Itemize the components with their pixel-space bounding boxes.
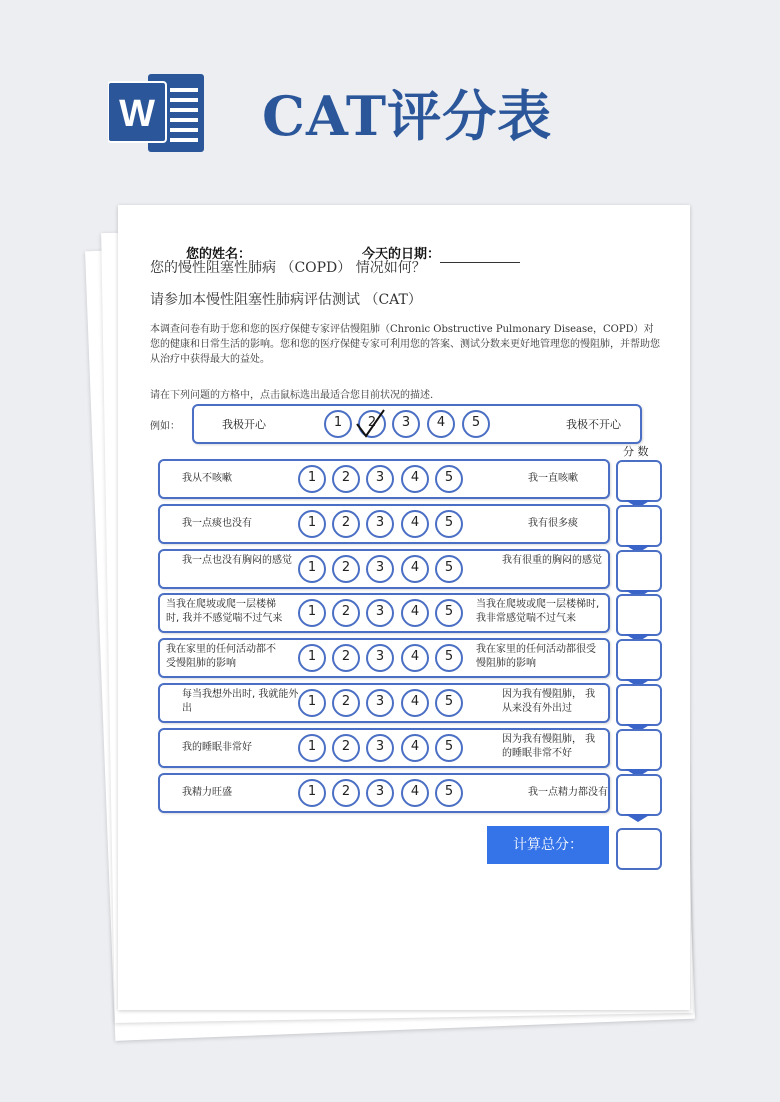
option-5[interactable]: 5 [435,644,463,672]
option-2[interactable]: 2 [332,644,360,672]
option-4[interactable]: 4 [401,779,429,807]
question-row [158,459,610,499]
question-right-text: 因为我有慢阻肺， 我从来没有外出过 [502,689,596,714]
score-box[interactable] [616,774,662,816]
option-5[interactable]: 5 [435,555,463,583]
document-page [118,205,690,1010]
heading-copd: 您的慢性阻塞性肺病 （COPD） 情况如何？ [150,260,426,276]
option-4[interactable]: 4 [401,689,429,717]
total-score-box[interactable] [616,828,662,870]
question-right-text: 我有很重的胸闷的感觉 [502,554,602,566]
option-4[interactable]: 4 [401,555,429,583]
example-right: 我极不开心 [566,418,621,431]
heading-cat: 请参加本慢性阻塞性肺病评估测试 （CAT） [150,292,422,308]
question-right-text: 因为我有慢阻肺， 我的睡眠非常不好 [502,733,596,759]
example-row [192,404,642,444]
option-1[interactable]: 1 [298,689,326,717]
svg-text:W: W [119,93,155,135]
question-left-text: 我一点痰也没有 [182,517,252,529]
example-label: 例如： [150,421,180,432]
question-row [158,728,610,768]
question-row [158,638,610,678]
option-5[interactable]: 5 [435,734,463,762]
checkmark-icon [354,408,388,440]
question-row [158,683,610,723]
date-label: 今天的日期： [362,247,441,262]
option-1[interactable]: 1 [298,734,326,762]
option-1[interactable]: 1 [298,555,326,583]
question-left-text: 我的睡眠非常好 [182,741,252,753]
option-3[interactable]: 3 [366,689,394,717]
option-5[interactable]: 5 [435,599,463,627]
option-5[interactable]: 5 [435,465,463,493]
option-2[interactable]: 2 [332,599,360,627]
option-5[interactable]: 5 [435,779,463,807]
question-right-text: 我有很多痰 [528,517,578,529]
name-label: 您的姓名： [186,247,252,262]
option-4[interactable]: 4 [401,599,429,627]
option-1[interactable]: 1 [298,644,326,672]
intro-text: 本调查问卷有助于您和您的医疗保健专家评估慢阻肺（Chronic Obstructive Pulmonary Disease，COPD）对您的健康和日常生活的影响。您和您的医疗保健专家可利用您的答案、测试分数来更好地管理您的慢阻肺，并帮助您从治疗中获得最大的益处。 [150,324,660,365]
option-5[interactable]: 5 [435,689,463,717]
option-4[interactable]: 4 [401,734,429,762]
word-icon [108,68,206,156]
option-2[interactable]: 2 [332,510,360,538]
question-right-text: 我一直咳嗽 [528,473,578,484]
example-option-1: 1 [324,410,352,438]
option-3[interactable]: 3 [366,734,394,762]
score-box[interactable] [616,639,662,681]
question-row [158,773,610,813]
question-row [158,549,610,589]
example-option-2: 2 [358,410,386,438]
question-left-text: 当我在爬坡或爬一层楼梯时, 我并不感觉喘不过气来 [166,599,283,625]
example-option-5: 5 [462,410,490,438]
option-4[interactable]: 4 [401,644,429,672]
option-2[interactable]: 2 [332,689,360,717]
score-header: 分 数 [623,445,649,458]
option-2[interactable]: 2 [332,555,360,583]
score-box[interactable] [616,729,662,771]
option-3[interactable]: 3 [366,599,394,627]
page-title: CAT评分表 [262,84,553,148]
question-left-text: 我一点也没有胸闷的感觉 [182,554,292,566]
example-option-3: 3 [392,410,420,438]
question-row [158,593,610,633]
question-right-text: 我一点精力都没有 [528,786,608,798]
instruction-text: 请在下列问题的方格中，点击鼠标选出最适合您目前状况的描述. [150,390,434,401]
question-row [158,504,610,544]
option-4[interactable]: 4 [401,465,429,493]
score-box[interactable] [616,594,662,636]
option-1[interactable]: 1 [298,599,326,627]
question-left-text: 我精力旺盛 [182,786,232,798]
date-field[interactable] [440,262,520,263]
arrow-down-icon [625,814,651,822]
score-box[interactable] [616,505,662,547]
option-4[interactable]: 4 [401,510,429,538]
example-left: 我极开心 [222,418,266,431]
option-1[interactable]: 1 [298,510,326,538]
option-3[interactable]: 3 [366,779,394,807]
option-2[interactable]: 2 [332,779,360,807]
question-right-text: 我在家里的任何活动都很受慢阻肺的影响 [476,644,596,670]
example-option-4: 4 [427,410,455,438]
option-2[interactable]: 2 [332,734,360,762]
calculate-total-button[interactable]: 计算总分： [487,826,609,864]
option-3[interactable]: 3 [366,555,394,583]
option-3[interactable]: 3 [366,465,394,493]
question-left-text: 每当我想外出时, 我就能外出 [182,689,299,714]
question-left-text: 我在家里的任何活动都不受慢阻肺的影响 [166,644,276,670]
option-5[interactable]: 5 [435,510,463,538]
question-right-text: 当我在爬坡或爬一层楼梯时, 我非常感觉喘不过气来 [476,599,600,625]
option-1[interactable]: 1 [298,465,326,493]
score-box[interactable] [616,550,662,592]
score-box[interactable] [616,460,662,502]
option-3[interactable]: 3 [366,510,394,538]
question-left-text: 我从不咳嗽 [182,473,232,484]
option-1[interactable]: 1 [298,779,326,807]
score-box[interactable] [616,684,662,726]
option-2[interactable]: 2 [332,465,360,493]
option-3[interactable]: 3 [366,644,394,672]
